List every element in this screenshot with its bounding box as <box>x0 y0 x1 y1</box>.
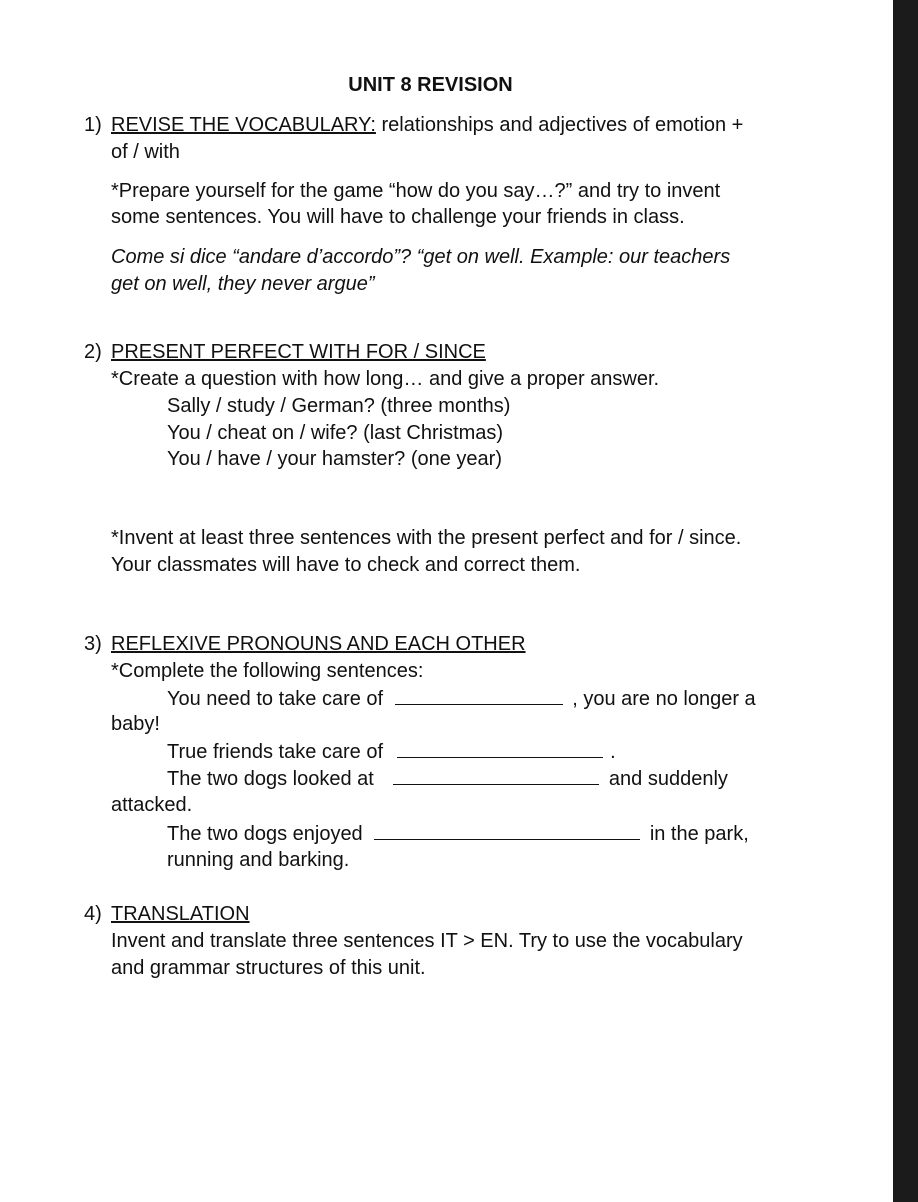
section-1-number: 1) <box>84 114 102 136</box>
section-4-heading-row <box>111 901 831 928</box>
sentence-3 <box>167 765 728 793</box>
exercise-item: Sally / study / German? (three months) <box>167 395 511 417</box>
sentence-4 <box>167 820 749 848</box>
exercise-item: You / have / your hamster? (one year) <box>167 448 502 470</box>
section-4-number: 4) <box>84 903 102 925</box>
sentence-1-end: , you are no longer a <box>572 688 756 710</box>
sentence-4-continuation: running and barking. <box>167 849 350 871</box>
sentence-3-end: and suddenly <box>608 768 728 790</box>
sentence-3-start: The two dogs looked at <box>167 768 374 790</box>
section-4-text-2: and grammar structures of this unit. <box>111 957 426 979</box>
section-1-prep-2: some sentences. You will have to challenge your friends in class. <box>111 206 685 228</box>
page-title: UNIT 8 REVISION <box>348 74 513 96</box>
section-3-heading: REFLEXIVE PRONOUNS AND EACH OTHER <box>111 633 526 655</box>
section-2-heading-row <box>111 339 831 366</box>
section-2-heading: PRESENT PERFECT WITH FOR / SINCE <box>111 341 486 363</box>
section-1-prep-1: *Prepare yourself for the game “how do you say…?” and try to invent <box>111 180 721 202</box>
section-1-text-b: of / with <box>111 141 180 163</box>
sentence-1-start: You need to take care of <box>167 688 384 710</box>
section-3-instruction: *Complete the following sentences: <box>111 660 424 682</box>
section-1-heading: REVISE THE VOCABULARY: <box>111 114 376 136</box>
sentence-3-continuation: attacked. <box>111 794 193 816</box>
sentence-2-end: . <box>610 741 616 763</box>
section-1-text-a: relationships and adjectives of emotion + <box>375 114 744 136</box>
section-1-line-1 <box>111 112 831 139</box>
exercise-item: You / cheat on / wife? (last Christmas) <box>167 422 504 444</box>
section-2-invent-2: Your classmates will have to check and correct them. <box>111 554 581 576</box>
sentence-1-continuation: baby! <box>111 713 160 735</box>
section-1-example-2: get on well, they never argue” <box>111 273 375 295</box>
section-2-instruction: *Create a question with how long… and give a proper answer. <box>111 368 660 390</box>
section-2-invent-1: *Invent at least three sentences with the present perfect and for / since. <box>111 527 742 549</box>
answer-blank-2[interactable] <box>397 738 603 758</box>
section-1-example-1: Come si dice “andare d’accordo”? “get on well. Example: our teachers <box>111 246 731 268</box>
answer-blank-3[interactable] <box>393 765 599 785</box>
section-3-number: 3) <box>84 633 102 655</box>
sentence-4-start: The two dogs enjoyed <box>167 823 363 845</box>
section-4-heading: TRANSLATION <box>111 903 250 925</box>
section-2-number: 2) <box>84 341 102 363</box>
sentence-4-end: in the park, <box>649 823 749 845</box>
dark-edge-strip <box>893 0 918 1202</box>
section-3-heading-row <box>111 631 831 658</box>
sentence-2-start: True friends take care of <box>167 741 384 763</box>
sentence-2 <box>167 738 616 766</box>
sentence-1 <box>167 685 756 713</box>
answer-blank-1[interactable] <box>395 685 563 705</box>
answer-blank-4[interactable] <box>374 820 640 840</box>
section-4-text-1: Invent and translate three sentences IT > EN. Try to use the vocabulary <box>111 930 743 952</box>
